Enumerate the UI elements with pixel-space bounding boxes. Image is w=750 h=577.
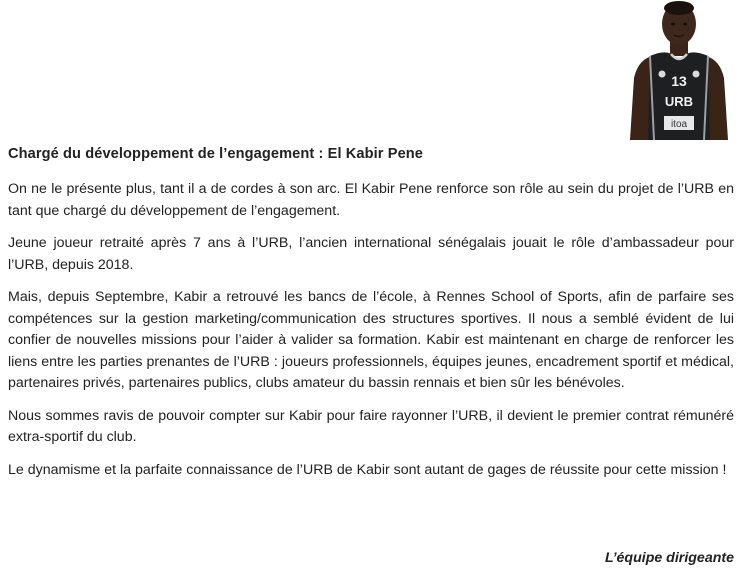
jersey-number: 13: [671, 73, 687, 89]
paragraph-background: Jeune joueur retraité après 7 ans à l’URB, l’ancien international sénégalais jouait le rôle d’ambassadeur pour l’URB, depuis 2018.: [8, 235, 734, 273]
article-body: [8, 179, 734, 492]
paragraph-conclusion: Le dynamisme et la parfaite connaissance de l’URB de Kabir sont autant de gages de réussite pour cette mission !: [8, 461, 727, 478]
signature: L’équipe dirigeante: [604, 550, 734, 566]
jersey-sponsor: itoa: [670, 119, 688, 130]
jersey-team: URB: [664, 94, 694, 109]
paragraph-contract: Nous sommes ravis de pouvoir compter sur Kabir pour faire rayonner l’URB, il devient le premier contrat rémunéré extra-sportif du club.: [8, 407, 734, 445]
paragraph-intro: On ne le présente plus, tant il a de cordes à son arc. El Kabir Pene renforce son rôle au sein du projet de l’URB en tant que chargé du développement de l’engagement.: [8, 181, 734, 219]
article-heading: Chargé du développement de l’engagement : El Kabir Pene: [8, 146, 424, 162]
paragraph-mission: Mais, depuis Septembre, Kabir a retrouvé les bancs de l’école, à Rennes School of Sports, afin de parfaire ses compétences sur la gestion marketing/communication des structures sportives. Il nous a semblé évident de lui confier de nouvelles missions pour l’aider à valider sa formation. Kabir est maintenant en charge de renforcer les liens entre les parties prenantes de l’URB : joueurs professionnels, équipes jeunes, encadrement sportif et médical, partenaires privés, partenaires publics, clubs amateur du bassin rennais et bien sûr les bénévoles.: [8, 289, 734, 391]
player-photo: [624, 0, 734, 140]
